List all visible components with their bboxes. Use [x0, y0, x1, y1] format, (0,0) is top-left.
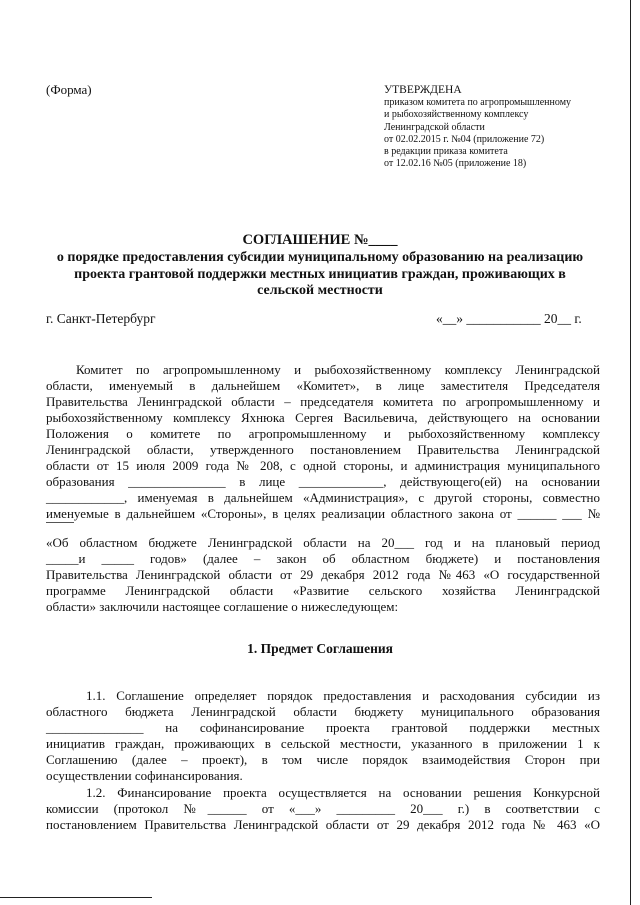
form-label: (Форма): [46, 82, 92, 97]
paragraph-line: ____________, именуемая в дальнейшем «Администрация», с другой стороны, совместно: [46, 490, 600, 505]
subtitle-line: проекта грантовой поддержки местных инициатив граждан, проживающих в: [74, 266, 566, 282]
paragraph-line: «Об областном бюджете Ленинградской области на 20___ год и на плановый период: [46, 535, 600, 550]
paragraph-line: постановлением Правительства Ленинградской области от 29 декабря 2012 года № 463 «О: [46, 817, 600, 832]
paragraph-line: Правительства Ленинградской области от 29 декабря 2012 года №463 «О государственной: [46, 567, 600, 582]
short-underline: [46, 522, 74, 523]
date-of-signing: «__» ___________ 20__ г.: [436, 311, 582, 326]
paragraph-line: рыбохозяйственному комплексу Яхнюка Сергея Васильевича, действующего на основании: [46, 410, 600, 425]
place-of-signing: г. Санкт-Петербург: [46, 311, 156, 326]
approval-block: [384, 84, 571, 170]
approval-line: от 02.02.2015 г. №04 (приложение 72): [384, 133, 545, 145]
paragraph-line: Ленинградской области, утвержденного постановлением Правительства Ленинградской: [46, 442, 600, 457]
approval-line: и рыбохозяйственному комплексу: [384, 109, 529, 121]
paragraph-line: области от 15 июля 2009 года № 208, с одной стороны, и администрация муниципального: [46, 458, 600, 473]
approval-line: Ленинградской области: [384, 121, 485, 133]
clause-1-1: [46, 688, 600, 784]
subtitle-line: о порядке предоставления субсидии муниципальному образованию на реализацию: [56, 250, 584, 265]
footnote-separator: [0, 897, 152, 898]
paragraph-line: 1.1. Соглашение определяет порядок предоставления и расходования субсидии из: [86, 688, 600, 703]
paragraph-line: области» заключили настоящее соглашение о нижеследующем:: [46, 599, 399, 614]
page-edge-line: [630, 0, 631, 905]
paragraph-line: 1.2. Финансирование проекта осуществляется на основании решения Конкурсной: [86, 785, 600, 800]
paragraph-line: осуществлении софинансирования.: [46, 768, 243, 783]
approval-line: в редакции приказа комитета: [384, 146, 508, 158]
law-paragraph: [46, 535, 600, 615]
clause-1-2: [46, 785, 600, 833]
paragraph-line: Соглашению (далее – проект), в том числе порядок взаимодействия Сторон при: [46, 752, 600, 767]
subtitle-line: сельской местности: [257, 283, 383, 298]
paragraph-line: инициатив граждан, проживающих в сельской местности, указанного в приложении 1 к: [46, 736, 600, 751]
paragraph-line: Положения о комитете по агропромышленному и рыбохозяйственному комплексу: [46, 426, 600, 441]
paragraph-line: комиссии (протокол №______ от «___» _________ 20___ г.) в соответствии с: [46, 801, 600, 816]
approval-line: от 12.02.16 №05 (приложение 18): [384, 158, 527, 170]
paragraph-line: именуемые в дальнейшем «Стороны», в целях реализации областного закона от ______ ___ №: [46, 506, 600, 521]
paragraph-line: _______________ на софинансирование проекта грантовой поддержки местных: [46, 720, 600, 735]
paragraph-line: областного бюджета Ленинградской области бюджету муниципального образования: [46, 704, 600, 719]
agreement-subtitle: [0, 250, 640, 300]
paragraph-line: Правительства Ленинградской области – председателя комитета по агропромышленному и: [46, 394, 600, 409]
agreement-title: СОГЛАШЕНИЕ №____: [242, 232, 398, 248]
paragraph-line: области, именуемый в дальнейшем «Комитет», в лице заместителя Председателя: [46, 378, 600, 393]
section-heading: 1. Предмет Соглашения: [247, 641, 393, 656]
paragraph-line: Комитет по агропромышленному и рыбохозяйственному комплексу Ленинградской: [76, 362, 600, 377]
intro-paragraph: [46, 362, 600, 522]
paragraph-line: программе Ленинградской области «Развитие сельского хозяйства Ленинградской: [46, 583, 600, 598]
paragraph-line: образования _______________ в лице _____________, действующего(ей) на основании: [46, 474, 600, 489]
paragraph-line: _____и _____ годов» (далее – закон об областном бюджете) и постановления: [46, 551, 600, 566]
approval-line: приказом комитета по агропромышленному: [384, 97, 572, 109]
approval-title: УТВЕРЖДЕНА: [384, 84, 462, 96]
